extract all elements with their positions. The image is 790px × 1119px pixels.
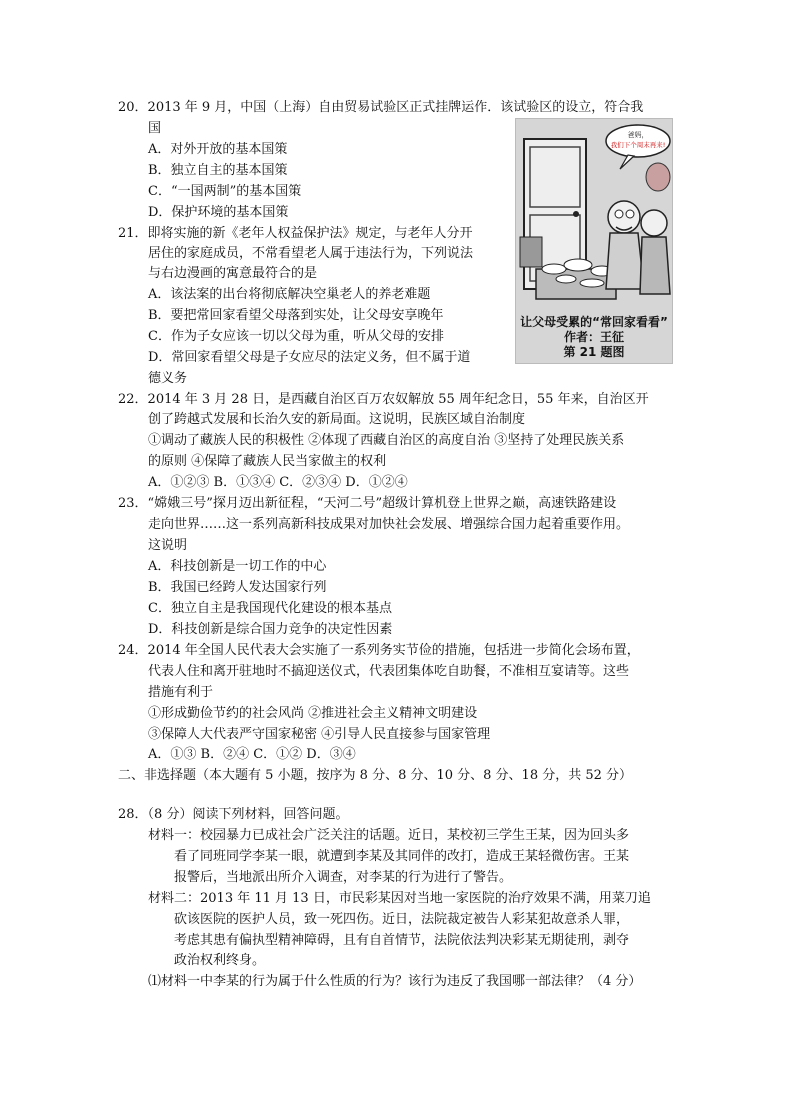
q24-choices: A．①③ B．②④ C．①② D．③④ bbox=[148, 747, 356, 762]
q23-option-c: C．独立自主是我国现代化建设的根本基点 bbox=[148, 601, 392, 616]
q28-material-2-line-2: 砍该医院的医护人员，致一死四伤。近日，法院裁定被告人彩某犯故意杀人罪， bbox=[174, 912, 630, 927]
q28-material-1-line-2: 看了同班同学李某一眼，就遭到李某及其同伴的改打，造成王某轻微伤害。王某 bbox=[174, 849, 630, 864]
q23-stem-line-3: 这说明 bbox=[148, 538, 188, 553]
q28-material-2-line-3: 考虑其患有偏执型精神障碍，且有自首情节，法院依法判决彩某无期徒刑，剥夺 bbox=[174, 933, 630, 948]
q24-options-line-1: ①形成勤俭节约的社会风尚 ②推进社会主义精神文明建设 bbox=[148, 706, 478, 721]
q28-material-2-line-1: 材料二：2013 年 11 月 13 日，市民彩某因对当地一家医院的治疗效果不满，用菜刀追 bbox=[148, 891, 651, 906]
q21-option-b: B．要把常回家看望父母落到实处，让父母安享晚年 bbox=[148, 308, 444, 323]
q21-stem-line-1: 21．即将实施的新《老年人权益保护法》规定，与老年人分开 bbox=[118, 226, 473, 241]
q22-choices: A．①②③ B．①③④ C．②③④ D．①②④ bbox=[148, 475, 408, 490]
q22-stem-line-1: 22．2014 年 3 月 28 日，是西藏自治区百万农奴解放 55 周年纪念日，55 年来，自治区开 bbox=[118, 392, 649, 407]
q20-stem-line-2: 国 bbox=[148, 121, 162, 136]
svg-text:我们下个周末再来!: 我们下个周末再来! bbox=[610, 141, 666, 149]
q28-stem: 28．（8 分）阅读下列材料，回答问题。 bbox=[118, 807, 349, 822]
q21-option-d-line-1: D．常回家看望父母是子女应尽的法定义务，但不属于道 bbox=[148, 350, 471, 365]
q21-stem-line-2: 居住的家庭成员，不常看望老人属于违法行为，下列说法 bbox=[148, 246, 474, 261]
cartoon-caption-title: 让父母受累的“常回家看看” bbox=[520, 315, 668, 329]
q21-option-d-line-2: 德义务 bbox=[148, 371, 188, 386]
q21-option-c: C．作为子女应该一切以父母为重，听从父母的安排 bbox=[148, 329, 444, 344]
q22-options-line-1: ①调动了藏族人民的积极性 ②体现了西藏自治区的高度自治 ③坚持了处理民族关系 bbox=[148, 433, 625, 448]
q28-material-1-line-1: 材料一：校园暴力已成社会广泛关注的话题。近日，某校初三学生王某，因为回头多 bbox=[148, 828, 630, 843]
q23-stem-line-2: 走向世界……这一系列高新科技成果对加快社会发展、增强综合国力起着重要作用。 bbox=[148, 517, 630, 532]
q24-stem-line-1: 24．2014 年全国人民代表大会实施了一系列务实节俭的措施，包括进一步简化会场布置， bbox=[118, 643, 640, 658]
cartoon-caption-author: 作者：王征 bbox=[563, 330, 624, 344]
q23-option-b: B．我国已经跨人发达国家行列 bbox=[148, 580, 327, 595]
q20-option-d: D．保护环境的基本国策 bbox=[148, 205, 289, 220]
svg-text:爸妈，: 爸妈， bbox=[627, 131, 649, 139]
q28-subquestion-1: ⑴材料一中李某的行为属于什么性质的行为？该行为违反了我国哪一部法律？（4 分） bbox=[148, 974, 642, 989]
q23-option-a: A．科技创新是一切工作的中心 bbox=[148, 559, 327, 574]
q20-option-b: B．独立自主的基本国策 bbox=[148, 163, 288, 178]
q22-options-line-2: 的原则 ④保障了藏族人民当家做主的权利 bbox=[148, 454, 387, 469]
q23-stem-line-1: 23．“嫦娥三号”探月迈出新征程，“天河二号”超级计算机登上世界之巅，高速铁路建设 bbox=[118, 496, 617, 511]
q24-stem-line-2: 代表人住和离开驻地时不搞迎送仪式，代表团集体吃自助餐，不准相互宴请等。这些 bbox=[148, 664, 630, 679]
q24-options-line-2: ③保障人大代表严守国家秘密 ④引导人民直接参与国家管理 bbox=[148, 727, 491, 742]
q20-option-a: A．对外开放的基本国策 bbox=[148, 142, 288, 157]
q20-stem-line-1: 20．2013 年 9 月，中国（上海）自由贸易试验区正式挂牌运作．该试验区的设立，符合我 bbox=[118, 100, 644, 115]
q21-stem-line-3: 与右边漫画的寓意最符合的是 bbox=[148, 266, 318, 281]
q23-option-d: D．科技创新是综合国力竞争的决定性因素 bbox=[148, 622, 393, 637]
cartoon-image bbox=[515, 118, 673, 364]
q20-option-c: C．“一国两制”的基本国策 bbox=[148, 184, 302, 199]
q24-stem-line-3: 措施有利于 bbox=[148, 685, 214, 700]
section-2-heading: 二、非选择题（本大题有 5 小题，按序为 8 分、8 分、10 分、8 分、18 分，共 52 分） bbox=[118, 768, 633, 783]
q22-stem-line-2: 创了跨越式发展和长治久安的新局面。这说明，民族区域自治制度 bbox=[148, 412, 526, 427]
q28-material-1-line-3: 报警后，当地派出所介入调查，对李某的行为进行了警告。 bbox=[174, 870, 513, 885]
q21-option-a: A．该法案的出台将彻底解决空巢老人的养老难题 bbox=[148, 287, 431, 302]
q28-material-2-line-4: 政治权利终身。 bbox=[174, 953, 266, 968]
cartoon-caption-figure: 第 21 题图 bbox=[563, 345, 625, 359]
